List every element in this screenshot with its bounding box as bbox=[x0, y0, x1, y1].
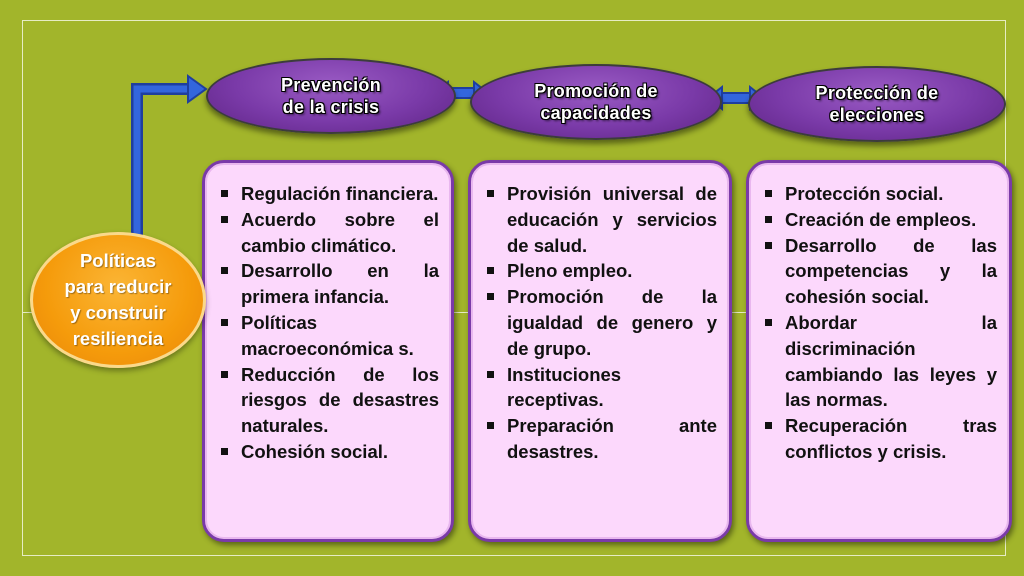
root-node-label: Políticas para reducir y construir resiliencia bbox=[64, 250, 172, 349]
list-item: Desarrollo de las competencias y la cohesión social. bbox=[759, 233, 997, 310]
list-item: Instituciones receptivas. bbox=[481, 362, 717, 414]
square-bullet-icon bbox=[487, 267, 494, 274]
list-item: Regulación financiera. bbox=[215, 181, 439, 207]
square-bullet-icon bbox=[765, 319, 772, 326]
root-node-policies bbox=[30, 232, 206, 368]
pillar-box-protection bbox=[746, 160, 1012, 542]
pillar-box-prevention bbox=[202, 160, 454, 542]
list-item: Reducción de los riesgos de desastres naturales. bbox=[215, 362, 439, 439]
pillar-title-prevention bbox=[206, 58, 456, 134]
pillar-title-protection bbox=[748, 66, 1006, 142]
pillar-title-label: Promoción de capacidades bbox=[534, 81, 658, 123]
list-item: Creación de empleos. bbox=[759, 207, 997, 233]
list-item: Políticas macroeconómica s. bbox=[215, 310, 439, 362]
square-bullet-icon bbox=[221, 319, 228, 326]
elbow-arrow bbox=[137, 89, 190, 240]
square-bullet-icon bbox=[221, 190, 228, 197]
square-bullet-icon bbox=[487, 371, 494, 378]
square-bullet-icon bbox=[765, 242, 772, 249]
square-bullet-icon bbox=[487, 293, 494, 300]
square-bullet-icon bbox=[487, 422, 494, 429]
list-item: Provisión universal de educación y servicios de salud. bbox=[481, 181, 717, 258]
list-item: Promoción de la igualdad de genero y de grupo. bbox=[481, 284, 717, 361]
list-item: Cohesión social. bbox=[215, 439, 439, 465]
pillar-box-capacities bbox=[468, 160, 732, 542]
square-bullet-icon bbox=[221, 216, 228, 223]
square-bullet-icon bbox=[221, 371, 228, 378]
square-bullet-icon bbox=[221, 267, 228, 274]
pillar-title-label: Prevención de la crisis bbox=[280, 75, 382, 117]
list-item: Preparación ante desastres. bbox=[481, 413, 717, 465]
list-item: Pleno empleo. bbox=[481, 258, 717, 284]
list-item: Recuperación tras conflictos y crisis. bbox=[759, 413, 997, 465]
list-item: Desarrollo en la primera infancia. bbox=[215, 258, 439, 310]
square-bullet-icon bbox=[765, 190, 772, 197]
pillar-title-capacities bbox=[470, 64, 722, 140]
square-bullet-icon bbox=[765, 216, 772, 223]
square-bullet-icon bbox=[487, 190, 494, 197]
list-item: Acuerdo sobre el cambio climático. bbox=[215, 207, 439, 259]
list-item: Protección social. bbox=[759, 181, 997, 207]
pillar-title-label: Protección de elecciones bbox=[815, 83, 939, 125]
list-item: Abordar la discriminación cambiando las leyes y las normas. bbox=[759, 310, 997, 413]
square-bullet-icon bbox=[765, 422, 772, 429]
square-bullet-icon bbox=[221, 448, 228, 455]
elbow-arrowhead bbox=[188, 76, 206, 102]
